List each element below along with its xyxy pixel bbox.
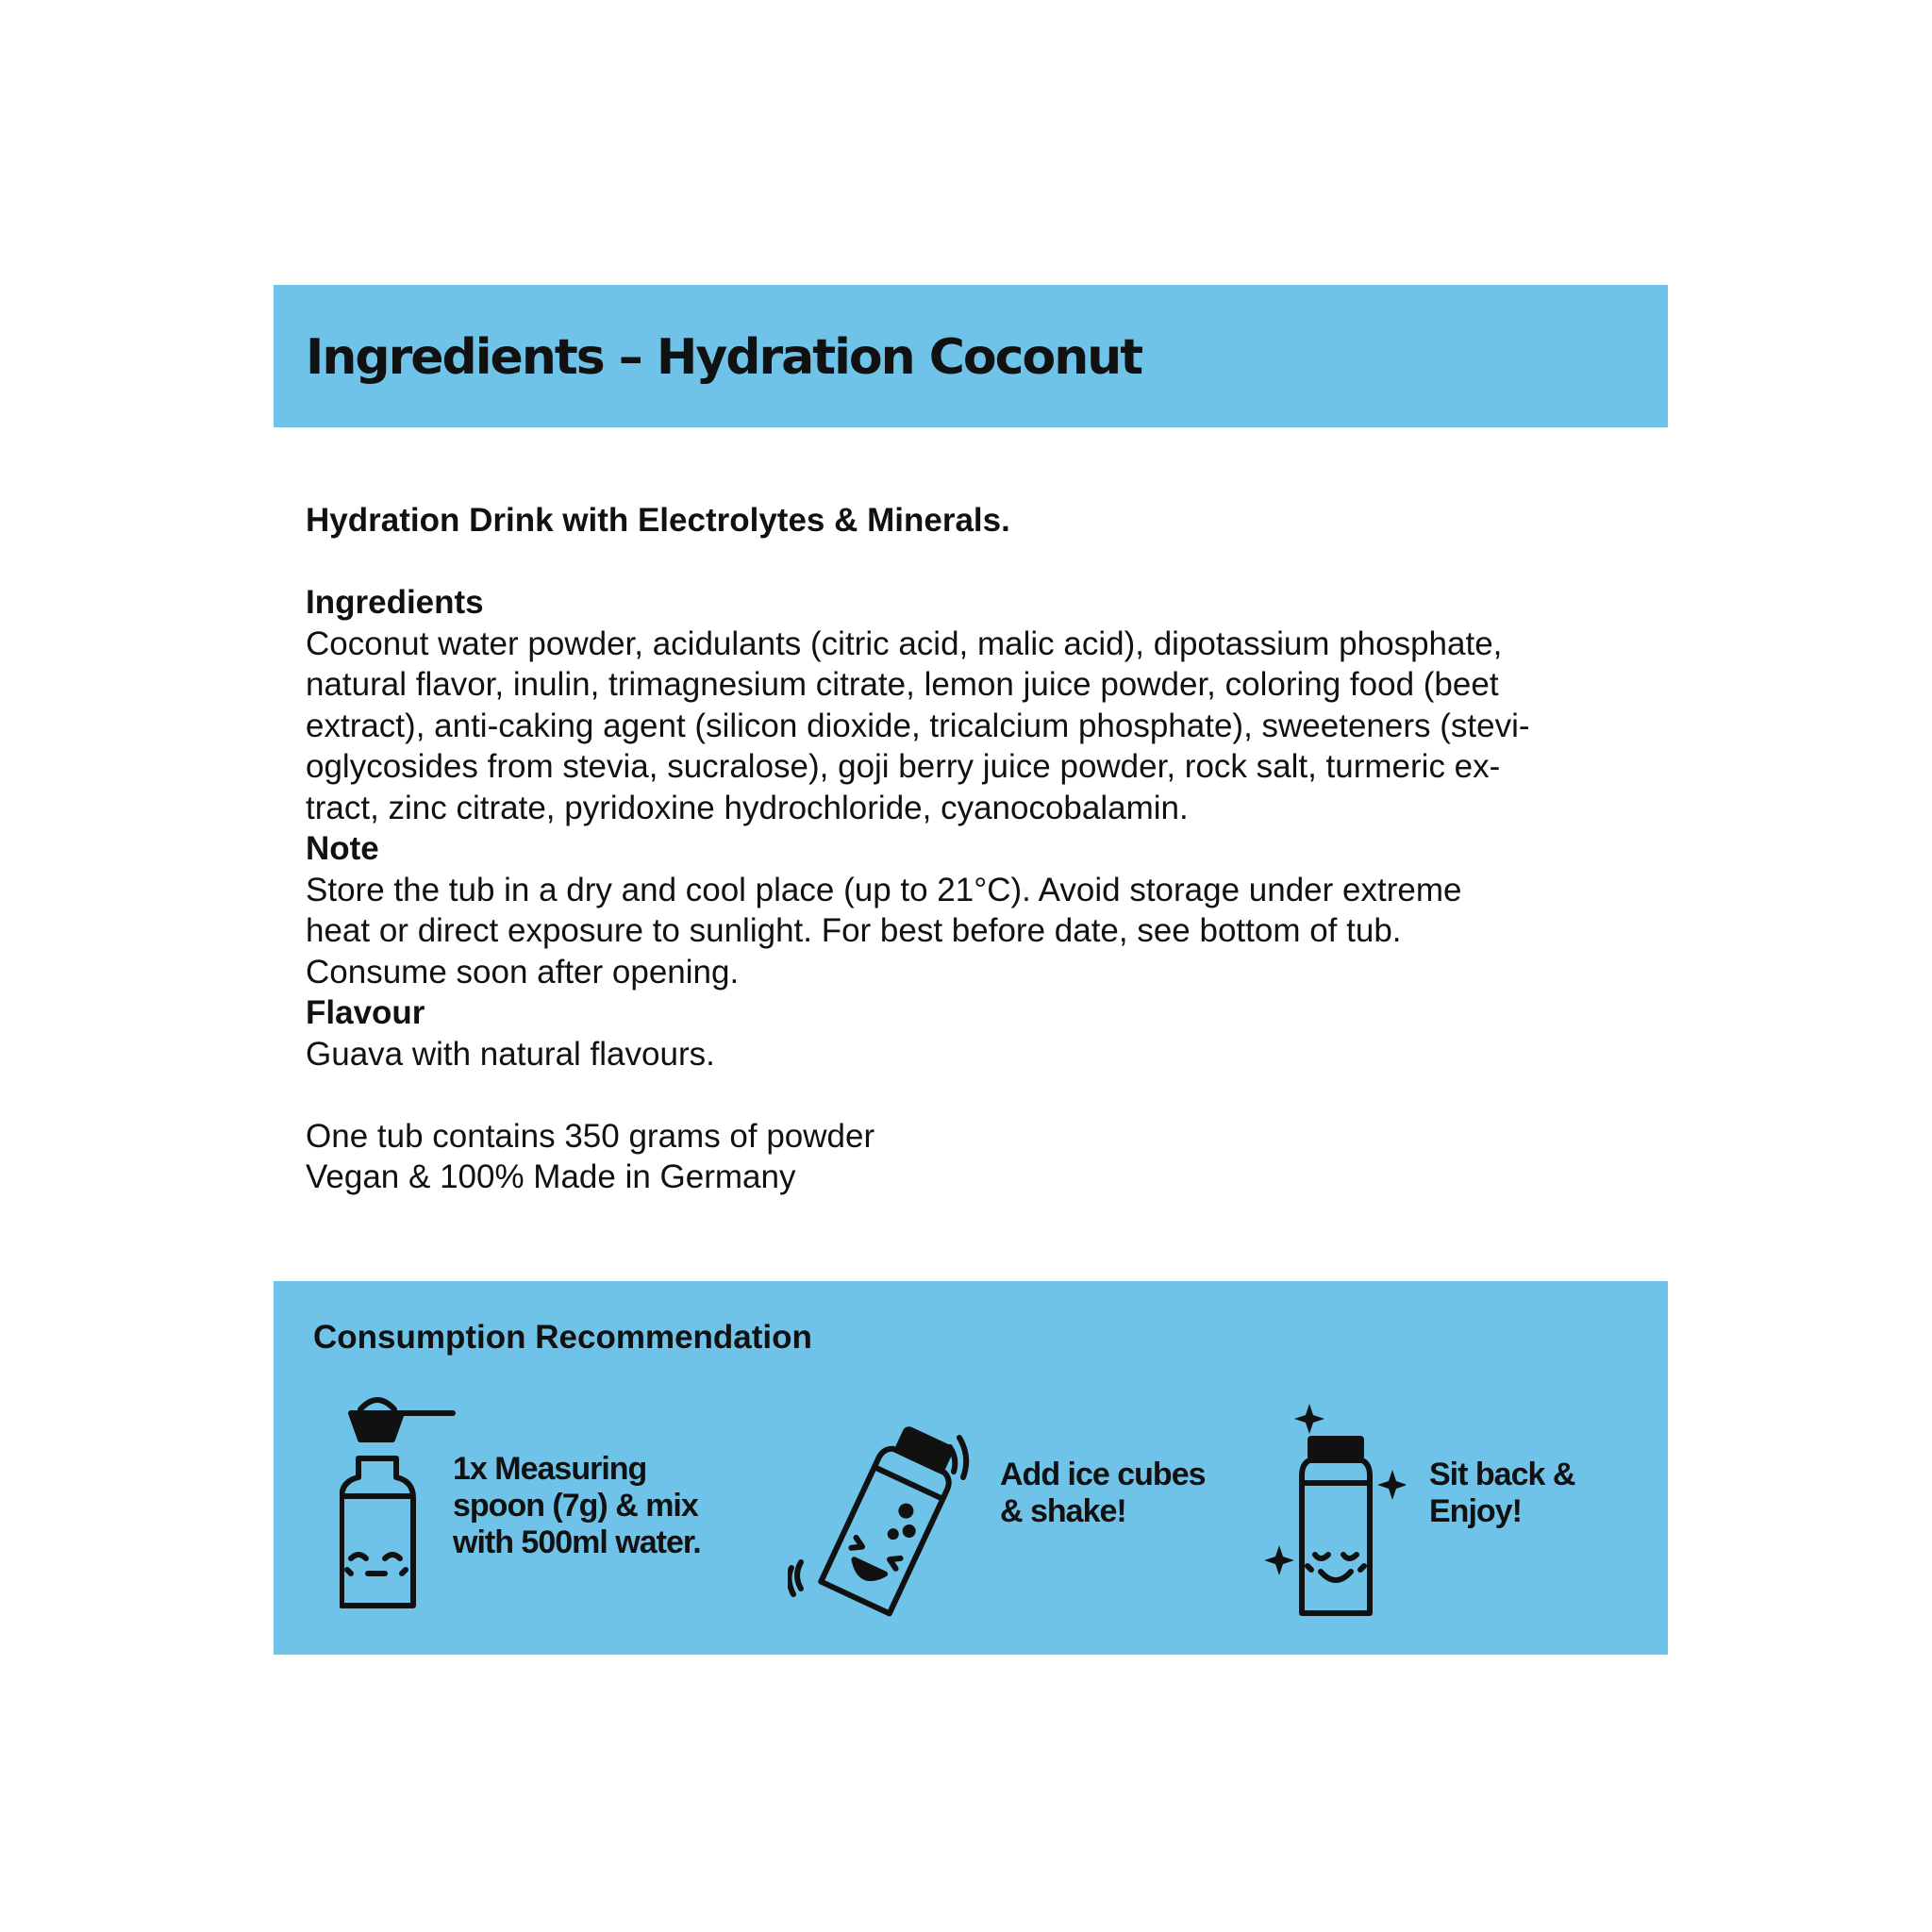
ingredients-line: Coconut water powder, acidulants (citric acid, malic acid), dipotassium phosphate, — [306, 625, 1503, 662]
happy-bottle-sparkles-icon — [1264, 1404, 1406, 1621]
flavour-heading: Flavour — [306, 994, 425, 1031]
product-subtitle: Hydration Drink with Electrolytes & Minerals. — [306, 502, 1010, 539]
step-1-text: 1x Measuring spoon (7g) & mix with 500ml water. — [453, 1451, 701, 1560]
ingredients-line: extract), anti-caking agent (silicon dioxide, tricalcium phosphate), sweeteners (stevi- — [306, 707, 1530, 744]
spacer — [306, 1074, 1645, 1116]
product-info — [306, 500, 1645, 1198]
note-line: Store the tub in a dry and cool place (up to 21°C). Avoid storage under extreme — [306, 871, 1462, 908]
page-title: Ingredients – Hydration Coconut — [306, 329, 1142, 386]
note-heading: Note — [306, 830, 379, 867]
ingredients-line: oglycosides from stevia, sucralose), goji berry juice powder, rock salt, turmeric ex- — [306, 748, 1501, 785]
note-line: heat or direct exposure to sunlight. For best before date, see bottom of tub. — [306, 912, 1402, 949]
ingredients-heading: Ingredients — [306, 584, 484, 621]
consumption-band — [274, 1281, 1668, 1655]
origin-text: Vegan & 100% Made in Germany — [306, 1158, 796, 1195]
ingredients-line: natural flavor, inulin, trimagnesium citrate, lemon juice powder, coloring food (beet — [306, 666, 1499, 703]
header-band — [274, 285, 1668, 427]
step-3-text: Sit back & Enjoy! — [1429, 1457, 1575, 1529]
tub-content-text: One tub contains 350 grams of powder — [306, 1117, 875, 1155]
shaking-bottle-icon — [788, 1421, 986, 1619]
ingredients-line: tract, zinc citrate, pyridoxine hydrochloride, cyanocobalamin. — [306, 789, 1189, 826]
note-line: Consume soon after opening. — [306, 953, 740, 991]
flavour-text: Guava with natural flavours. — [306, 1035, 715, 1073]
step-2-text: Add ice cubes & shake! — [1000, 1457, 1206, 1529]
consumption-title: Consumption Recommendation — [313, 1319, 812, 1356]
bottle-with-measuring-spoon-icon — [340, 1392, 472, 1619]
spacer — [306, 541, 1645, 583]
